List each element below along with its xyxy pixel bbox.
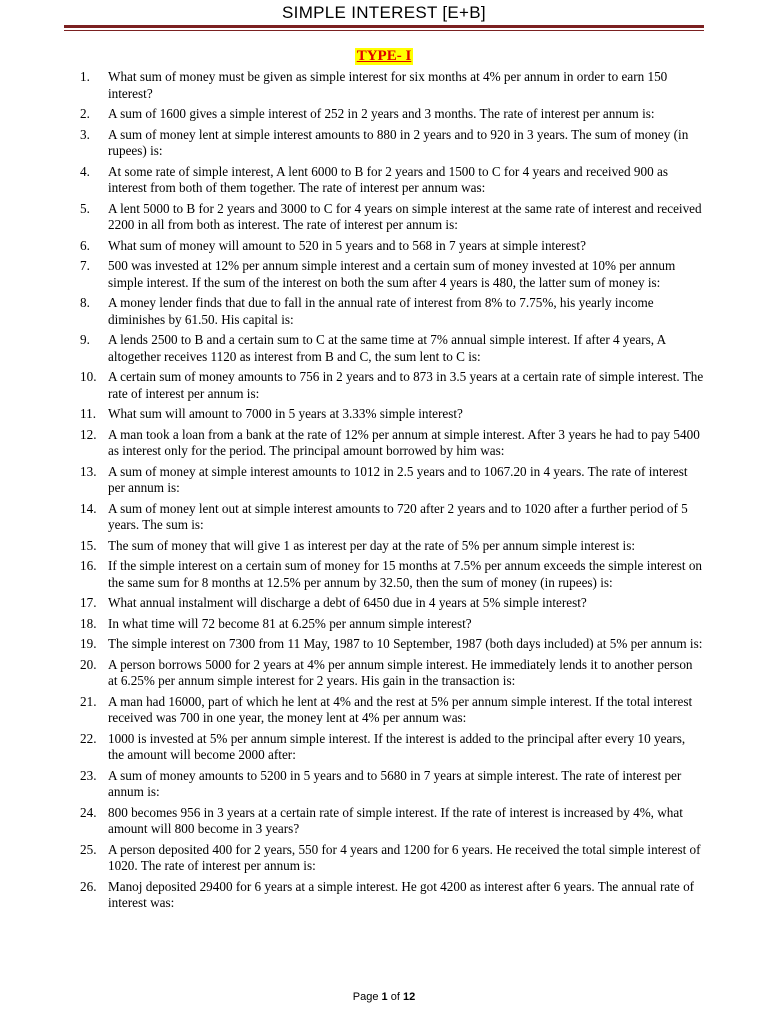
- question-item: [80, 616, 704, 633]
- question-text: A sum of money at simple interest amounts to 1012 in 2.5 years and to 1067.20 in 4 years. The rate of interest per annum is:: [108, 463, 688, 495]
- question-text: A sum of money amounts to 5200 in 5 years and to 5680 in 7 years at simple interest. The rate of interest per annum is:: [108, 767, 682, 799]
- question-item: [80, 768, 704, 801]
- question-item: [80, 464, 704, 497]
- page-title: SIMPLE INTEREST [E+B]: [282, 3, 486, 22]
- question-number: 8.: [80, 295, 90, 310]
- question-number: 5.: [80, 200, 90, 216]
- question-number: 21.: [80, 693, 97, 709]
- section-heading: TYPE- I: [356, 48, 412, 64]
- question-text: A certain sum of money amounts to 756 in 2 years and to 873 in 3.5 years at a certain rate of simple interest. The rate of interest per annum is:: [108, 369, 704, 401]
- question-item: [80, 164, 704, 197]
- question-item: [80, 694, 704, 727]
- question-number: 23.: [80, 767, 97, 783]
- question-item: [80, 332, 704, 365]
- question-number: 6.: [80, 237, 90, 253]
- question-number: 22.: [80, 730, 97, 746]
- page-footer: [0, 990, 768, 1004]
- question-number: 14.: [80, 500, 97, 516]
- question-number: 11.: [80, 406, 96, 421]
- page-header: [64, 0, 704, 34]
- question-number: 16.: [80, 558, 97, 573]
- question-item: [80, 238, 704, 255]
- question-item: [80, 406, 704, 423]
- question-number: 17.: [80, 595, 97, 610]
- question-text: The simple interest on 7300 from 11 May, 1987 to 10 September, 1987 (both days included) at 5% per annum is:: [108, 636, 703, 651]
- question-item: [80, 69, 704, 102]
- question-text: At some rate of simple interest, A lent 6000 to B for 2 years and 1500 to C for 4 years and received 900 as interest from both of them together. The rate of interest per annum was:: [108, 163, 668, 195]
- header-rule-thin: [64, 30, 704, 31]
- question-text: What annual instalment will discharge a debt of 6450 due in 4 years at 5% simple interest?: [108, 595, 587, 610]
- question-text: 800 becomes 956 in 3 years at a certain rate of simple interest. If the rate of interest is increased by 4%, what amount will 800 become in 3 years?: [108, 804, 683, 836]
- question-item: [80, 879, 704, 912]
- question-item: [80, 501, 704, 534]
- footer-total-pages: 12: [402, 991, 416, 1003]
- question-number: 1.: [80, 69, 90, 84]
- question-number: 3.: [80, 126, 90, 142]
- footer-current-page: 1: [381, 991, 388, 1003]
- question-text: A person deposited 400 for 2 years, 550 for 4 years and 1200 for 6 years. He received the total simple interest of 1020. The rate of interest per annum is:: [108, 841, 701, 873]
- question-number: 4.: [80, 163, 90, 179]
- question-item: [80, 595, 704, 612]
- question-item: [80, 295, 704, 328]
- question-item: [80, 106, 704, 123]
- question-number: 20.: [80, 656, 97, 672]
- question-number: 10.: [80, 369, 97, 384]
- question-number: 7.: [80, 258, 90, 273]
- question-item: [80, 258, 704, 291]
- question-text: Manoj deposited 29400 for 6 years at a simple interest. He got 4200 as interest after 6 years. The annual rate of interest was:: [108, 878, 695, 910]
- question-text: 1000 is invested at 5% per annum simple interest. If the interest is added to the principal after every 10 years, the amount will become 2000 after:: [108, 730, 686, 762]
- question-number: 25.: [80, 841, 97, 857]
- question-item: [80, 427, 704, 460]
- question-item: [80, 369, 704, 402]
- question-number: 2.: [80, 106, 90, 121]
- footer-of-word: of: [390, 991, 400, 1003]
- question-text: A man took a loan from a bank at the rate of 12% per annum at simple interest. After 3 years he had to pay 5400 as interest only for the period. The principal amount borrowed by him was:: [108, 426, 700, 458]
- question-text: If the simple interest on a certain sum of money for 15 months at 7.5% per annum exceeds the simple interest on the same sum for 8 months at 12.5% per annum by 32.50, then the sum of money (in rupees) is:: [108, 558, 703, 590]
- question-text: A money lender finds that due to fall in the annual rate of interest from 8% to 7.75%, his yearly income diminishes by 61.50. His capital is:: [108, 295, 654, 327]
- question-text: 500 was invested at 12% per annum simple interest and a certain sum of money invested at 10% per annum simple interest. If the sum of the interest on both the sum after 4 years is 480, the latter sum of money is:: [108, 258, 676, 290]
- question-item: [80, 201, 704, 234]
- question-text: A lends 2500 to B and a certain sum to C at the same time at 7% annual simple interest. If after 4 years, A altogether receives 1120 as interest from B and C, the sum lent to C is:: [108, 332, 666, 364]
- question-text: What sum will amount to 7000 in 5 years at 3.33% simple interest?: [108, 406, 463, 421]
- question-text: The sum of money that will give 1 as interest per day at the rate of 5% per annum simple interest is:: [108, 537, 635, 553]
- question-number: 18.: [80, 615, 97, 631]
- question-item: [80, 842, 704, 875]
- question-number: 12.: [80, 426, 97, 442]
- question-text: A lent 5000 to B for 2 years and 3000 to C for 4 years on simple interest at the same rate of interest and received 2200 in all from both as interest. The rate of interest per annum is:: [108, 200, 702, 232]
- question-text: A sum of 1600 gives a simple interest of 252 in 2 years and 3 months. The rate of interest per annum is:: [108, 106, 655, 121]
- question-item: [80, 127, 704, 160]
- question-number: 26.: [80, 878, 97, 894]
- section-heading-wrap: [0, 47, 768, 65]
- question-item: [80, 805, 704, 838]
- question-text: A person borrows 5000 for 2 years at 4% per annum simple interest. He immediately lends it to another person at 6.25% per annum simple interest for 2 years. His gain in the transaction is:: [108, 656, 693, 688]
- question-text: A man had 16000, part of which he lent at 4% and the rest at 5% per annum simple interest. If the total interest received was 700 in one year, the money lent at 4% per annum was:: [108, 693, 693, 725]
- question-number: 15.: [80, 537, 97, 553]
- question-item: [80, 538, 704, 555]
- question-number: 24.: [80, 804, 97, 820]
- question-item: [80, 636, 704, 653]
- question-item: [80, 558, 704, 591]
- question-text: What sum of money will amount to 520 in 5 years and to 568 in 7 years at simple interest?: [108, 237, 586, 253]
- question-text: A sum of money lent out at simple interest amounts to 720 after 2 years and to 1020 after a further period of 5 years. The sum is:: [108, 500, 688, 532]
- question-text: What sum of money must be given as simple interest for six months at 4% per annum in order to earn 150 interest?: [108, 69, 668, 101]
- question-item: [80, 657, 704, 690]
- question-text: A sum of money lent at simple interest amounts to 880 in 2 years and to 920 in 3 years. The sum of money (in rupees) is:: [108, 126, 689, 158]
- header-rule-thick: [64, 25, 704, 28]
- question-number: 19.: [80, 636, 97, 651]
- question-number: 9.: [80, 332, 90, 347]
- footer-page-word: Page: [352, 991, 379, 1003]
- question-list: [80, 69, 704, 916]
- question-text: In what time will 72 become 81 at 6.25% per annum simple interest?: [108, 615, 472, 631]
- question-number: 13.: [80, 463, 97, 479]
- question-item: [80, 731, 704, 764]
